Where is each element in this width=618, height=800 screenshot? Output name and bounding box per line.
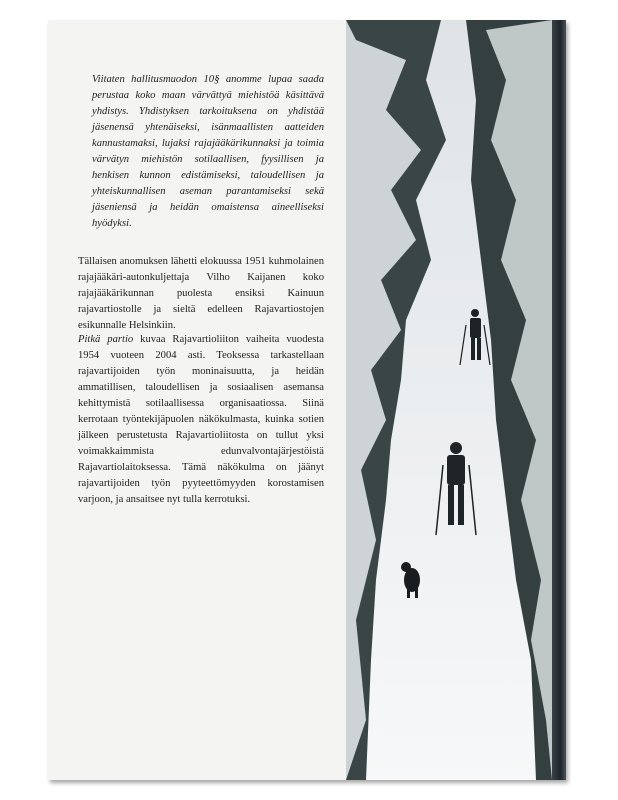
text-panel [48, 20, 346, 780]
cover-photo [346, 20, 552, 780]
snowy-trail-photo [346, 20, 552, 780]
book-spine [552, 20, 566, 780]
intro-quote-paragraph: Viitaten hallitusmuodon 10§ anomme lupaa saada perustaa koko maan värvättyä miehistöä käsittävä yhdistys. Yhdistyksen tarkoituksena on yhdistää jäsenensä yhtenäiseksi, isänmaallisten aatteiden kannustamaksi, lujaksi rajajääkärikunnaksi ja toimia värvätyn miehistön sotilaallisen, fyysillisen ja henkisen kunnon edistämiseksi, taloudellisen ja yhteiskunnallisen aseman parantamiseksi sekä jäseniensä ja heidän omaistensa aineelliseksi hyödyksi. [92, 74, 324, 229]
description-text: kuvaa Rajavartioliiton vaiheita vuodesta 1954 vuoteen 2004 asti. Teoksessa tarkastellaan rajavartijoiden työn moninaisuutta, ja heidän ammatillisen, taloudellisen ja sosiaalisen asemansa kehittymistä sotilaallisessa organisaatiossa. Siinä kerrotaan työntekijäpuolen näkökulmasta, kuinka sotien jälkeen perustetusta Rajavartioliitosta on tullut yksi voimakkaimmista edunvalvontajärjestöistä Rajavartiolaitoksessa. Tämä näkökulma on jäänyt rajavartijoiden työn pyyteettömyyden korostamisen varjoon, ja ansaitsee nyt tulla kerrotuksi. [78, 334, 324, 505]
description-paragraph [78, 332, 324, 508]
book-back-cover [48, 20, 566, 780]
history-paragraph: Tällaisen anomuksen lähetti elokuussa 1951 kuhmolainen rajajääkäri-autonkuljettaja Vilho Kaijanen koko rajajääkärikunnan puolesta ensiksi Kainuun rajavartiostolle ja sieltä edelleen Rajavartiostojen esikunnalle Helsinkiin. [78, 256, 324, 331]
book-title-italic: Pitkä partio [78, 334, 134, 345]
